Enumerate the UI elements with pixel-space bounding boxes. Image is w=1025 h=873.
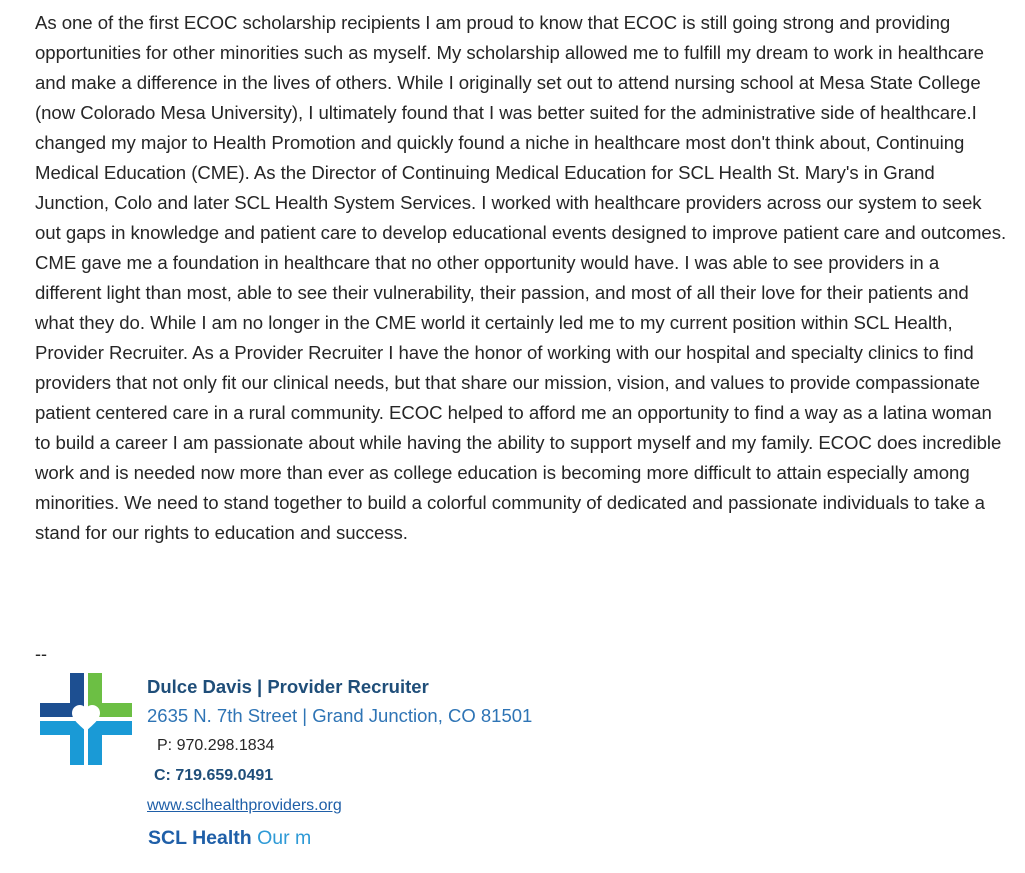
brand-name: SCL Health <box>148 827 252 849</box>
email-body <box>35 8 1010 548</box>
signature-brand <box>148 825 311 851</box>
signature-cell: C: 719.659.0491 <box>154 767 274 784</box>
scl-health-cross-logo-icon <box>40 673 132 765</box>
signature-phone: P: 970.298.1834 <box>157 737 275 754</box>
brand-tagline: Our m <box>251 827 312 849</box>
message-paragraph: As one of the first ECOC scholarship recipients I am proud to know that ECOC is still going strong and providing opportunities for other minorities such as myself. My scholarship allowed me to fulfill my dream to work in healthcare and make a difference in the lives of others. While I originally set out to attend nursing school at Mesa State College (now Colorado Mesa University), I ultimately found that I was better suited for the administrative side of healthcare.I changed my major to Health Promotion and quickly found a niche in healthcare most don't think about, Continuing Medical Education (CME). As the Director of Continuing Medical Education for SCL Health St. Mary's in Grand Junction, Colo and later SCL Health System Services. I worked with healthcare providers across our system to seek out gaps in knowledge and patient care to develop educational events designed to improve patient care and outcomes. CME gave me a foundation in healthcare that no other opportunity would have. I was able to see providers in a different light than most, able to see their vulnerability, their passion, and most of all their love for their patients and what they do. While I am no longer in the CME world it certainly led me to my current position within SCL Health, Provider Recruiter. As a Provider Recruiter I have the honor of working with our hospital and specialty clinics to find providers that not only fit our clinical needs, but that share our mission, vision, and values to provide compassionate patient centered care in a rural community. ECOC helped to afford me an opportunity to find a way as a latina woman to build a career I am passionate about while having the ability to support myself and my family. ECOC does incredible work and is needed now more than ever as college education is becoming more difficult to attain especially among minorities. We need to stand together to build a colorful community of dedicated and passionate individuals to take a stand for our rights to education and success. <box>35 12 1007 543</box>
signature-separator: -- <box>35 644 47 664</box>
signature-address: 2635 N. 7th Street | Grand Junction, CO 81501 <box>147 705 533 726</box>
signature-website-link[interactable]: www.sclhealthproviders.org <box>147 797 342 814</box>
signature-name-title: Dulce Davis | Provider Recruiter <box>147 676 429 697</box>
